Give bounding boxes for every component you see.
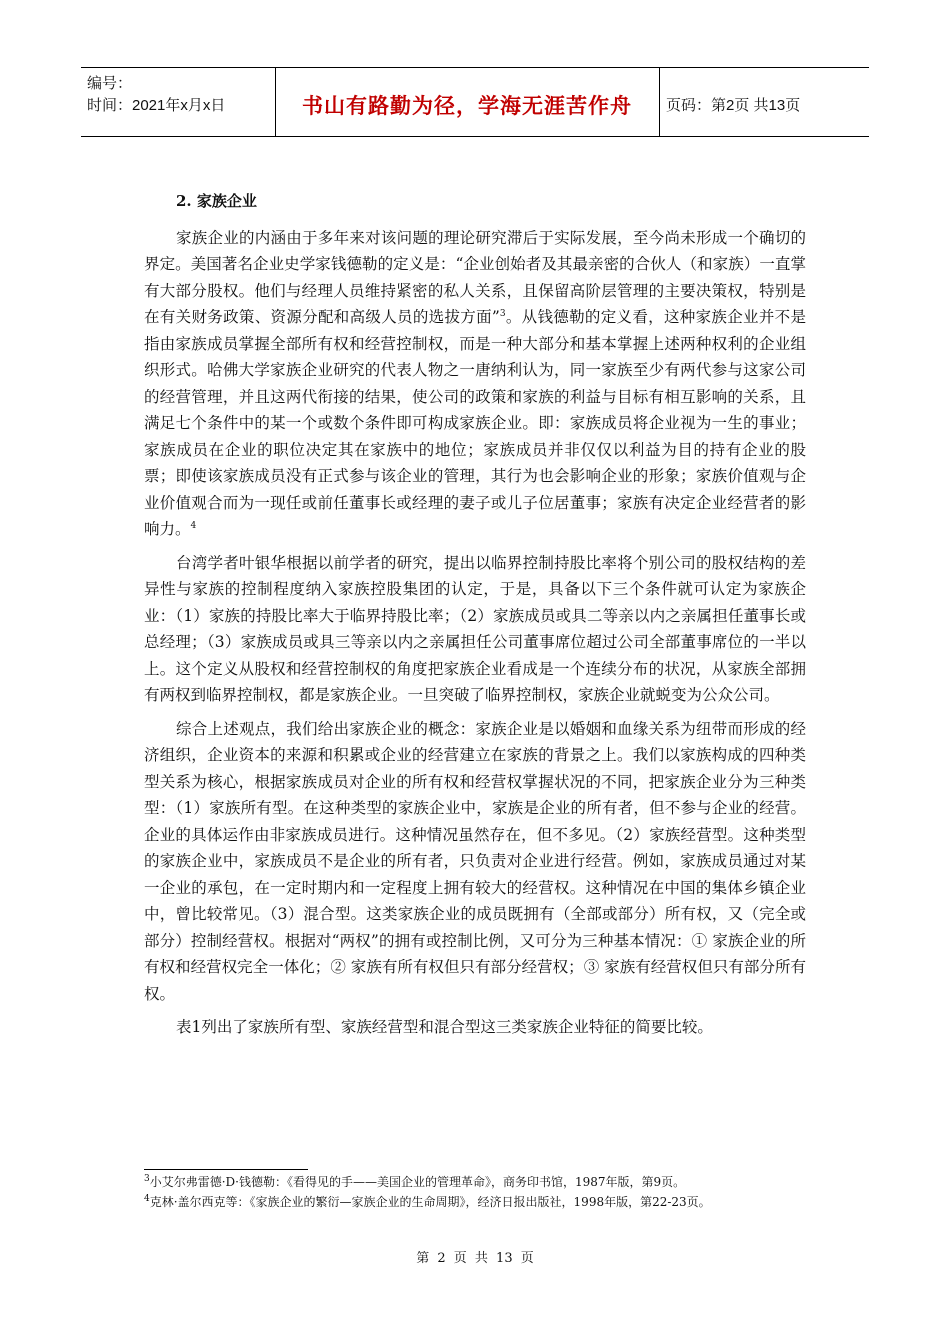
paragraph-text: 。从钱德勒的定义看，这种家族企业并不是指由家族成员掌握全部所有权和经营控制权，而是一种大部分和基本掌握上述两种权利的企业组织形式。哈佛大学家族企业研究的代表人物之一唐纳利认为，同一家族至少有两代参与这家公司的经营管理，并且这两代衔接的结果，使公司的政策和家族的利益与目标有相互影响的关系，且满足七个条件中的某一个或数个条件即可构成家族企业。即：家族成员将企业视为一生的事业；家族成员在企业的职位决定其在家族中的地位；家族成员并非仅仅以利益为目的持有企业的股票；即使该家族成员没有正式参与该企业的管理，其行为也会影响企业的形象；家族价值观与企业价值观合而为一现任或前任董事长或经理的妻子或儿子位居董事；家族有决定企业经营者的影响力。: [144, 308, 806, 538]
footnote-number: 3: [144, 1174, 150, 1184]
footnote-text: 小艾尔弗雷德·D·钱德勒：《看得见的手——美国企业的管理革命》，商务印书馆，1987年版，第9页。: [149, 1175, 686, 1189]
paragraph-definition: [144, 225, 806, 543]
section-title: 2. 家族企业: [176, 192, 257, 210]
footnote-divider: [144, 1169, 308, 1170]
paragraph-text: 家族企业的内涵由于多年来对该问题的理论研究滞后于实际发展，至今尚未形成一个确切的界定。美国著名企业史学家钱德勒的定义是：“企业创始者及其最亲密的合伙人（和家族）一直掌有大部分股权。他们与经理人员维持紧密的私人关系，且保留高阶层管理的主要决策权，特别是在有关财务政策、资源分配和高级人员的选拔方面”: [144, 228, 806, 326]
page-header: [81, 67, 869, 137]
paragraph-text: 综合上述观点，我们给出家族企业的概念：家族企业是以婚姻和血缘关系为纽带而形成的经济组织，企业资本的来源和积累或企业的经营建立在家族的背景之上。我们以家族构成的四种类型关系为核心，根据家族成员对企业的所有权和经营权掌握状况的不同，把家族企业分为三种类型：（1）家族所有型。在这种类型的家族企业中，家族是企业的所有者，但不参与企业的经营。企业的具体运作由非家族成员进行。这种情况虽然存在，但不多见。（2）家族经营型。这种类型的家族企业中，家族成员不是企业的所有者，只负责对企业进行经营。例如，家族成员通过对某一企业的承包，在一定时期内和一定程度上拥有较大的经营权。这种情况在中国的集体乡镇企业中，曾比较常见。（3）混合型。这类家族企业的成员既拥有（全部或部分）所有权，又（完全或部分）控制经营权。根据对“两权”的拥有或控制比例，又可分为三种基本情况：① 家族企业的所有权和经营权完全一体化；② 家族有所有权但只有部分经营权；③ 家族有经营权但只有部分所有权。: [144, 719, 806, 1003]
paragraph-taiwan-definition: [144, 550, 806, 709]
footnote-number: 4: [144, 1194, 150, 1204]
footnote-text: 克林·盖尔西克等：《家族企业的繁衍—家族企业的生命周期》，经济日报出版社，1998年版，第22-23页。: [149, 1195, 711, 1209]
document-body: [144, 188, 806, 1048]
footnote-ref: 3: [499, 308, 506, 319]
footnote-ref: 4: [190, 520, 197, 531]
footnote-item: [144, 1194, 806, 1210]
document-number-label: 编号：: [87, 75, 133, 92]
footnote-item: [144, 1174, 806, 1190]
header-info-cell: [81, 68, 276, 136]
page-footer: 第 2 页 共 13 页: [416, 1251, 534, 1266]
paragraph-text: 台湾学者叶银华根据以前学者的研究，提出以临界控制持股比率将个别公司的股权结构的差异性与家族的控制程度纳入家族控股集团的认定，于是，具备以下三个条件就可认定为家族企业：（1）家族的持股比率大于临界持股比率；（2）家族成员或具二等亲以内之亲属担任董事长或总经理；（3）家族成员或具三等亲以内之亲属担任公司董事席位超过公司全部董事席位的一半以上。这个定义从股权和经营控制权的角度把家族企业看成是一个连续分布的状况，从家族全部拥有两权到临界控制权，都是家族企业。一旦突破了临界控制权，家族企业就蜕变为公众公司。: [144, 553, 806, 704]
header-page-cell: [659, 68, 869, 136]
header-motto: 书山有路勤为径，学海无涯苦作舟: [302, 94, 632, 118]
document-time-label: 时间：2021年x月x日: [87, 97, 226, 114]
paragraph-text: 表1列出了家族所有型、家族经营型和混合型这三类家族企业特征的简要比较。: [176, 1018, 713, 1036]
paragraph-summary-types: [144, 716, 806, 1008]
header-page-number: 页码：第2页 共13页: [666, 97, 801, 114]
header-motto-cell: [275, 68, 660, 136]
paragraph-table-intro: [144, 1014, 806, 1041]
